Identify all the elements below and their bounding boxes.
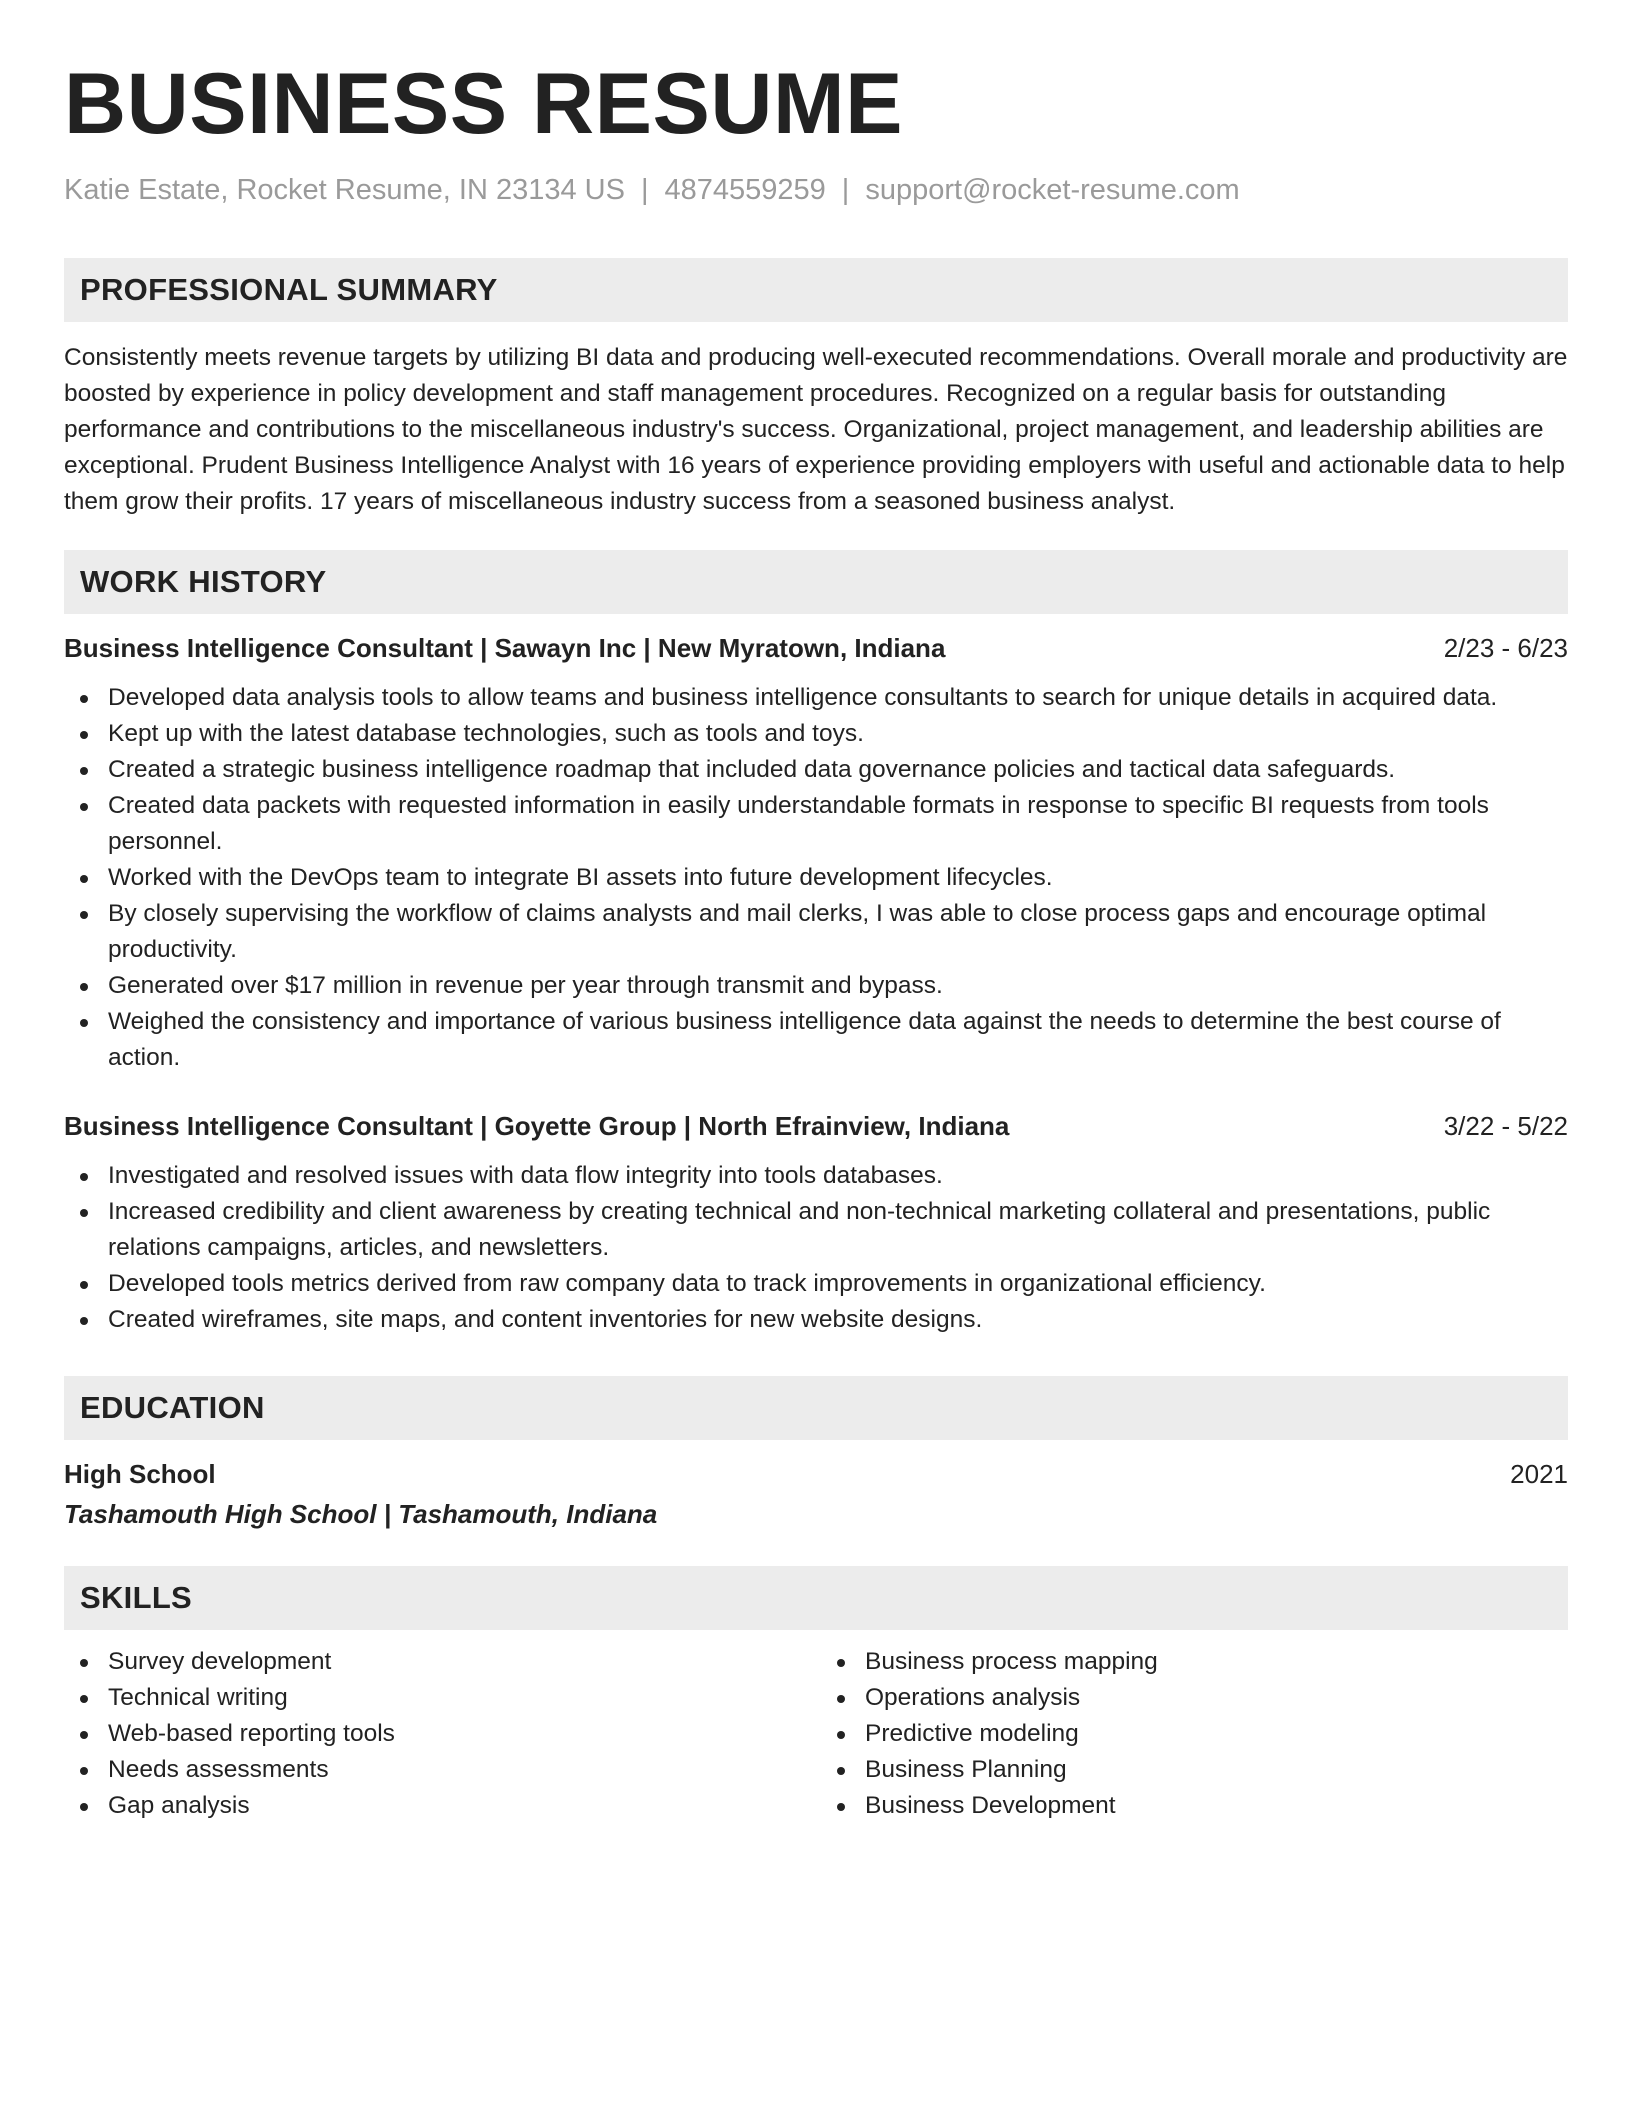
skill-item: Operations analysis	[821, 1680, 1568, 1716]
job-bullet: Developed data analysis tools to allow teams and business intelligence consultants to search for unique details in acquired data.	[64, 680, 1568, 716]
job-header	[64, 1108, 1568, 1144]
skill-item: Gap analysis	[64, 1788, 811, 1824]
skill-item: Business Planning	[821, 1752, 1568, 1788]
education-header	[64, 1456, 1568, 1492]
summary-text: Consistently meets revenue targets by utilizing BI data and producing well-executed recommendations. Overall morale and productivity are boosted by experience in policy development and staff management procedures. Recognized on a regular basis for outstanding performance and contributions to the miscellaneous industry's success. Organizational, project management, and leadership abilities are exceptional. Prudent Business Intelligence Analyst with 16 years of experience providing employers with useful and actionable data to help them grow their profits. 17 years of miscellaneous industry success from a seasoned business analyst.	[64, 344, 1568, 515]
job-bullet-list	[64, 1158, 1568, 1338]
contact-separator: |	[640, 174, 649, 206]
job-dates: 2/23 - 6/23	[1443, 633, 1568, 663]
contact-separator: |	[841, 174, 850, 206]
skill-item: Needs assessments	[64, 1752, 811, 1788]
skill-item: Predictive modeling	[821, 1716, 1568, 1752]
resume-title: BUSINESS RESUME	[64, 56, 903, 152]
section-heading-education: EDUCATION	[64, 1376, 1568, 1440]
section-heading-work-history: WORK HISTORY	[64, 550, 1568, 614]
section-heading-summary: PROFESSIONAL SUMMARY	[64, 258, 1568, 322]
job-bullet: Developed tools metrics derived from raw company data to track improvements in organizational efficiency.	[64, 1266, 1568, 1302]
skill-item: Web-based reporting tools	[64, 1716, 811, 1752]
job-bullet: Worked with the DevOps team to integrate BI assets into future development lifecycles.	[64, 860, 1568, 896]
education-degree: High School	[64, 1459, 216, 1489]
job-header	[64, 630, 1568, 666]
job-bullet-list	[64, 680, 1568, 1076]
job-title: Business Intelligence Consultant | Goyette Group | North Efrainview, Indiana	[64, 1111, 1010, 1141]
job-bullet: Investigated and resolved issues with data flow integrity into tools databases.	[64, 1158, 1568, 1194]
skills-grid	[64, 1644, 1568, 1824]
job-entry	[64, 630, 1568, 1076]
email-text: support@rocket-resume.com	[865, 174, 1240, 206]
contact-line	[64, 172, 1568, 208]
job-dates: 3/22 - 5/22	[1443, 1111, 1568, 1141]
job-title: Business Intelligence Consultant | Sawayn Inc | New Myratown, Indiana	[64, 633, 946, 663]
job-bullet: Created wireframes, site maps, and content inventories for new website designs.	[64, 1302, 1568, 1338]
education-year: 2021	[1510, 1459, 1568, 1489]
skills-column-right	[811, 1644, 1568, 1824]
skill-item: Survey development	[64, 1644, 811, 1680]
education-school: Tashamouth High School | Tashamouth, Indiana	[64, 1499, 658, 1529]
job-bullet: By closely supervising the workflow of claims analysts and mail clerks, I was able to close process gaps and encourage optimal productivity.	[64, 896, 1568, 968]
job-bullet: Weighed the consistency and importance of various business intelligence data against the needs to determine the best course of action.	[64, 1004, 1568, 1076]
section-heading-skills: SKILLS	[64, 1566, 1568, 1630]
skills-column-left	[64, 1644, 811, 1824]
job-bullet: Increased credibility and client awareness by creating technical and non-technical marketing collateral and presentations, public relations campaigns, articles, and newsletters.	[64, 1194, 1568, 1266]
job-entry	[64, 1108, 1568, 1338]
job-bullet: Created a strategic business intelligence roadmap that included data governance policies and tactical data safeguards.	[64, 752, 1568, 788]
skill-item: Business process mapping	[821, 1644, 1568, 1680]
job-bullet: Kept up with the latest database technologies, such as tools and toys.	[64, 716, 1568, 752]
address-text: Katie Estate, Rocket Resume, IN 23134 US	[64, 174, 625, 206]
job-bullet: Created data packets with requested information in easily understandable formats in response to specific BI requests from tools personnel.	[64, 788, 1568, 860]
skill-item: Technical writing	[64, 1680, 811, 1716]
job-bullet: Generated over $17 million in revenue per year through transmit and bypass.	[64, 968, 1568, 1004]
skill-item: Business Development	[821, 1788, 1568, 1824]
phone-text: 4874559259	[664, 174, 826, 206]
